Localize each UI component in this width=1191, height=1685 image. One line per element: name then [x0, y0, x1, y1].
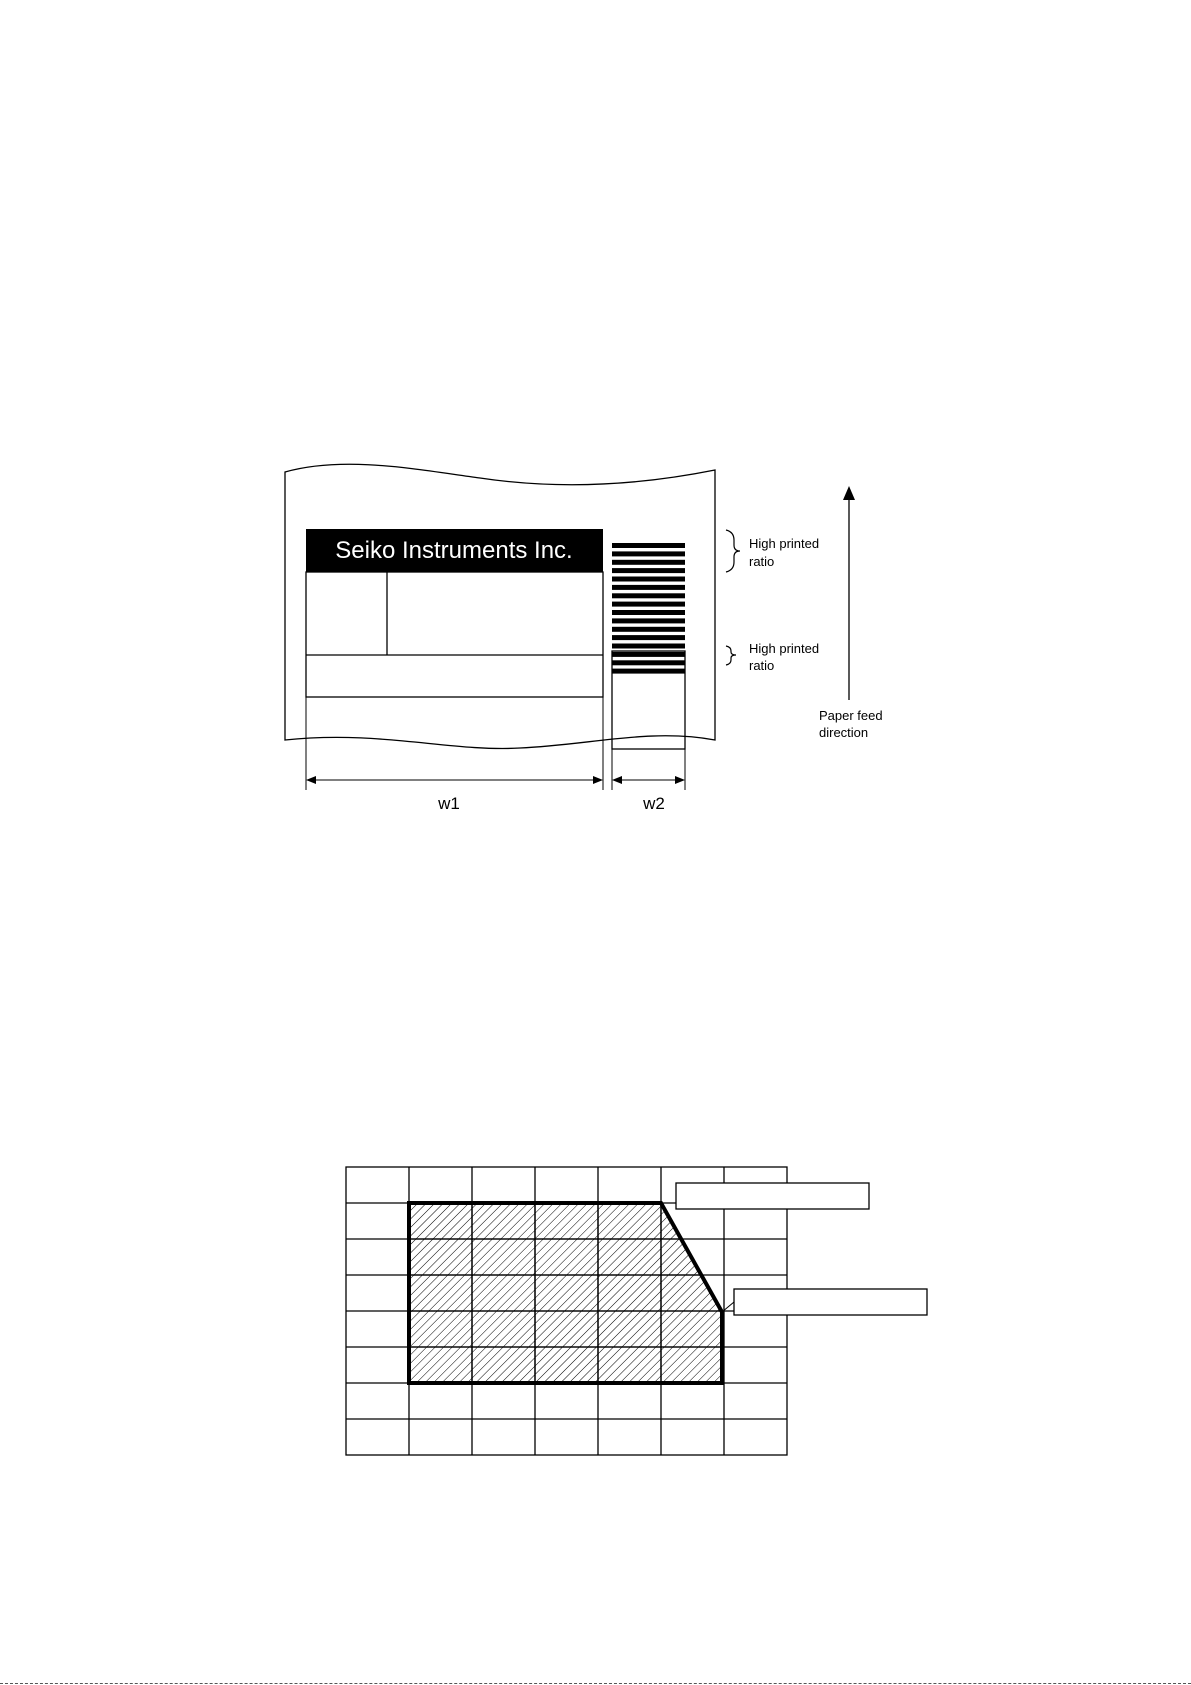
barcode-bar	[612, 585, 685, 590]
barcode-bar	[612, 644, 685, 649]
w1-arrow-left	[306, 776, 316, 784]
barcode-bar	[612, 543, 685, 548]
callout-1-line2: ratio	[749, 554, 775, 569]
barcode-bar	[612, 669, 685, 674]
barcode-bar	[612, 652, 685, 657]
feed-line2: direction	[819, 725, 869, 740]
w2-label: w2	[643, 794, 665, 813]
figure-paper-label	[285, 464, 886, 813]
callout-high-ratio-2	[749, 641, 823, 673]
feed-arrow-head	[843, 486, 855, 500]
barcode-bar	[612, 577, 685, 582]
barcode-bar	[612, 610, 685, 615]
header-text: Seiko Instruments Inc.	[335, 537, 573, 564]
callout-high-ratio-1	[749, 536, 823, 569]
barcode-bar	[612, 627, 685, 632]
w2-arrow-left	[612, 776, 622, 784]
label-body	[306, 572, 603, 697]
barcode	[612, 543, 685, 674]
w1-label: w1	[438, 794, 460, 813]
callout-box-2	[734, 1289, 927, 1315]
brace-high-ratio-1	[726, 530, 740, 572]
callout-box-1	[676, 1183, 869, 1209]
barcode-bar	[612, 618, 685, 623]
brace-high-ratio-2	[726, 646, 736, 665]
callout-2-line2: ratio	[749, 658, 775, 673]
barcode-outline	[612, 651, 685, 749]
barcode-bar	[612, 593, 685, 598]
barcode-bar	[612, 560, 685, 565]
barcode-bar	[612, 551, 685, 556]
w1-arrow-right	[593, 776, 603, 784]
w2-arrow-right	[675, 776, 685, 784]
callout-1-line1: High printed	[749, 536, 820, 551]
barcode-bar	[612, 568, 685, 573]
barcode-bar	[612, 602, 685, 607]
barcode-bar	[612, 660, 685, 665]
barcode-bar	[612, 635, 685, 640]
figure-grid	[346, 1167, 927, 1455]
feed-line1: Paper feed	[819, 708, 883, 723]
feed-direction-label	[819, 708, 886, 740]
callout-2-line1: High printed	[749, 641, 820, 656]
page-bottom-rule	[0, 1683, 1191, 1684]
